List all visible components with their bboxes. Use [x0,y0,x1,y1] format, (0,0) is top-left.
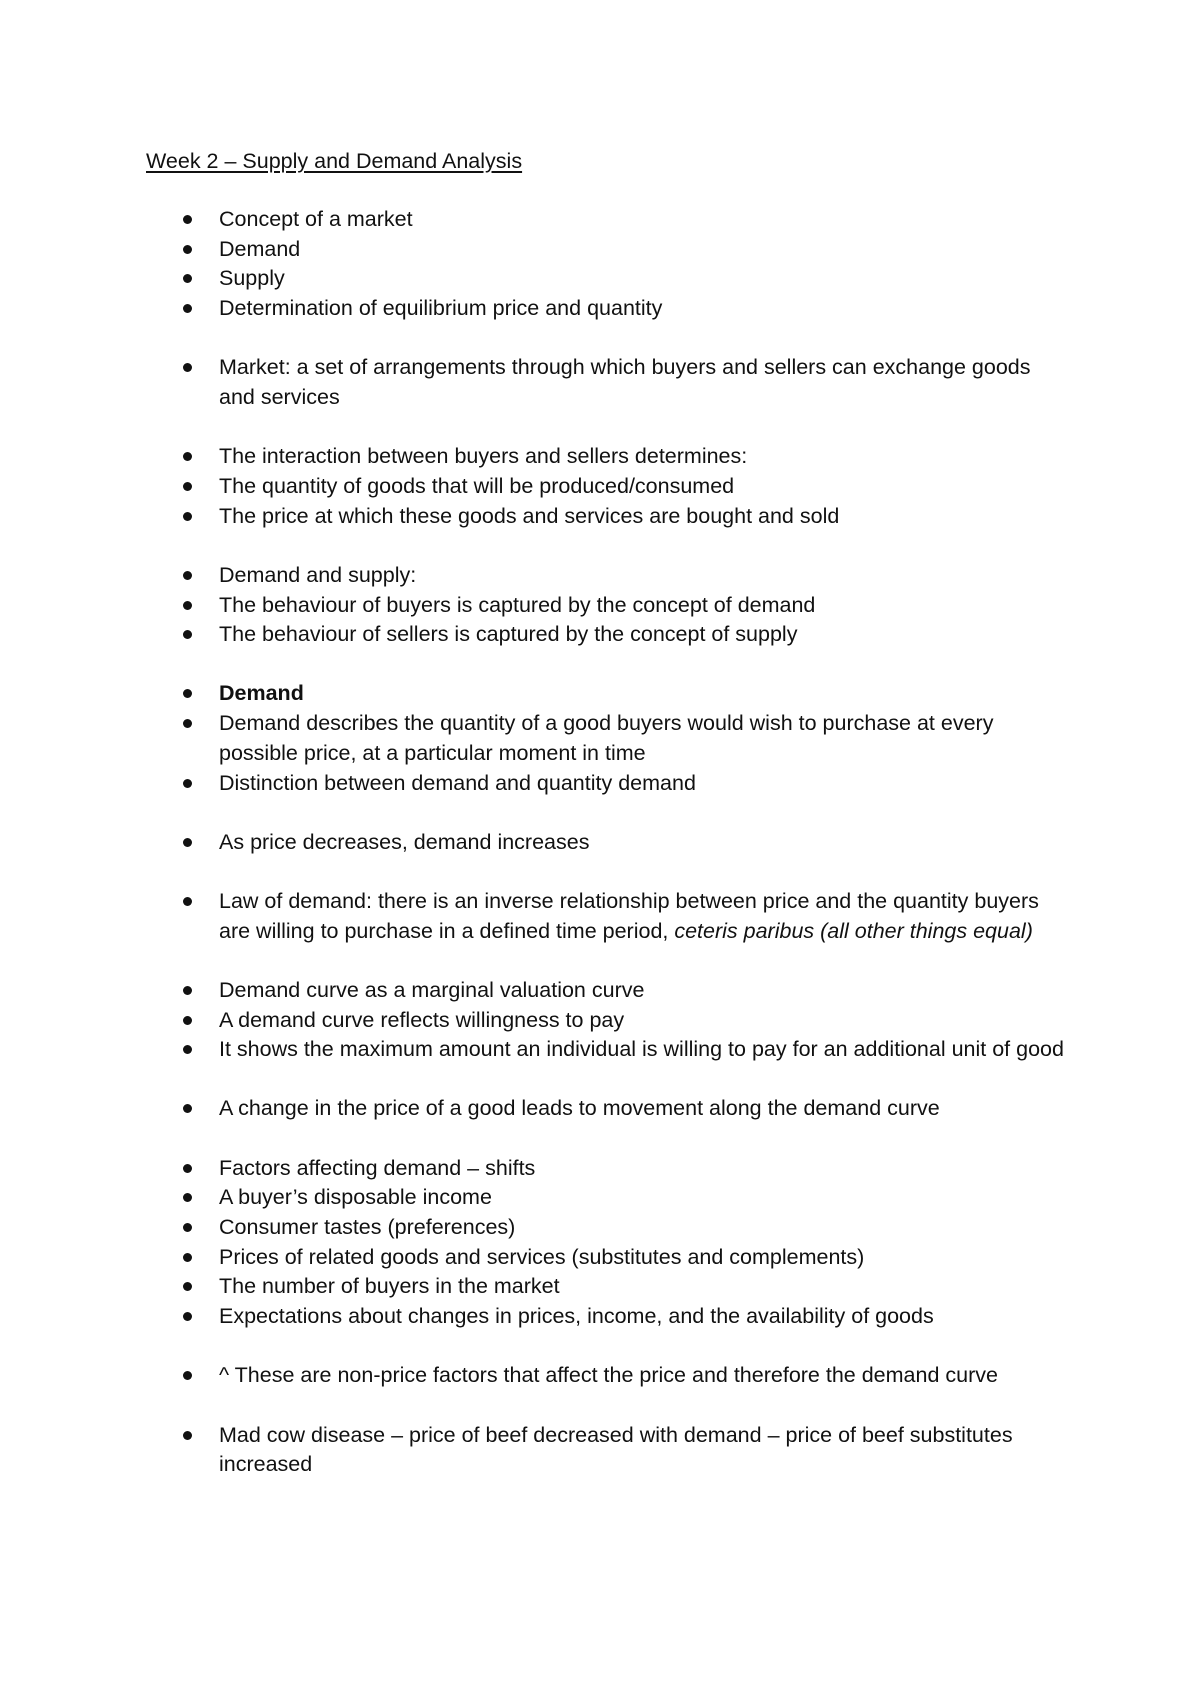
bullet-group [0,1154,1200,1332]
bullet-text: Law of demand: there is an inverse relationship between price and the quantity buyers are willing to purchase in a defined time period, [219,888,1039,943]
bullet-group [0,828,1200,858]
bullet-text: Distinction between demand and quantity demand [219,770,696,795]
bullet-item [0,1361,1069,1391]
bullet-text: Demand [219,681,304,706]
bullet-group [0,353,1200,412]
bullet-item [0,887,1069,946]
bullet-item [0,502,1069,532]
bullet-text: The behaviour of buyers is captured by the concept of demand [219,592,816,617]
bullet-item [0,235,1069,265]
bullet-text: It shows the maximum amount an individual is willing to pay for an additional unit of good [219,1037,1064,1062]
bullet-item [0,472,1069,502]
bullet-text: Market: a set of arrangements through which buyers and sellers can exchange goods and services [219,355,1031,410]
bullet-text: Demand [219,236,301,261]
bullet-item [0,561,1069,591]
bullet-item [0,1213,1069,1243]
bullet-group [0,205,1200,324]
bullet-text: A change in the price of a good leads to movement along the demand curve [219,1096,940,1121]
bullet-group [0,442,1200,531]
bullet-text: ^ These are non-price factors that affect the price and therefore the demand curve [219,1363,998,1388]
bullet-item [0,1035,1069,1065]
bullet-text: Expectations about changes in prices, income, and the availability of goods [219,1304,934,1329]
bullet-text: A buyer’s disposable income [219,1185,492,1210]
bullet-text: Demand describes the quantity of a good buyers would wish to purchase at every possible price, at a particular moment in time [219,711,994,765]
bullet-group [0,679,1200,798]
bullet-group [0,1361,1200,1391]
bullet-group [0,887,1200,946]
bullet-italic-text: ceteris paribus (all other things equal) [674,918,1033,943]
bullet-text: As price decreases, demand increases [219,829,590,854]
bullet-text: Mad cow disease – price of beef decreased with demand – price of beef substitutes increased [219,1422,1013,1477]
bullet-item [0,1272,1069,1302]
bullet-item [0,264,1069,294]
bullet-item [0,353,1069,412]
bullet-item [0,769,1069,799]
bullet-item [0,679,1069,709]
bullet-text: The number of buyers in the market [219,1274,560,1299]
bullet-item [0,205,1069,235]
bullet-text: Demand and supply: [219,562,417,587]
bullet-text: Supply [219,266,285,291]
bullet-text: Prices of related goods and services (substitutes and complements) [219,1244,865,1269]
bullet-item [0,1302,1069,1332]
bullet-item [0,294,1069,324]
bullet-item [0,1154,1069,1184]
bullet-text: Determination of equilibrium price and quantity [219,296,663,321]
bullet-text: The price at which these goods and services are bought and sold [219,503,840,528]
bullet-group [0,1421,1200,1480]
bullet-item [0,1421,1069,1480]
document-body [0,205,1200,1510]
bullet-text: Factors affecting demand – shifts [219,1155,536,1180]
bullet-item [0,620,1069,650]
bullet-item [0,591,1069,621]
bullet-group [0,1094,1200,1124]
bullet-item [0,1183,1069,1213]
bullet-text: Demand curve as a marginal valuation curve [219,977,645,1002]
bullet-text: The behaviour of sellers is captured by the concept of supply [219,622,798,647]
document-title: Week 2 – Supply and Demand Analysis [146,149,523,173]
bullet-item [0,1006,1069,1036]
bullet-item [0,1243,1069,1273]
bullet-group [0,561,1200,650]
bullet-item [0,442,1069,472]
bullet-item [0,709,1069,768]
bullet-item [0,1094,1069,1124]
bullet-text: Concept of a market [219,207,413,231]
bullet-text: Consumer tastes (preferences) [219,1215,516,1240]
bullet-text: A demand curve reflects willingness to pay [219,1007,625,1032]
bullet-item [0,976,1069,1006]
bullet-item [0,828,1069,858]
bullet-text: The interaction between buyers and sellers determines: [219,444,748,469]
bullet-text: The quantity of goods that will be produced/consumed [219,473,735,498]
bullet-group [0,976,1200,1065]
